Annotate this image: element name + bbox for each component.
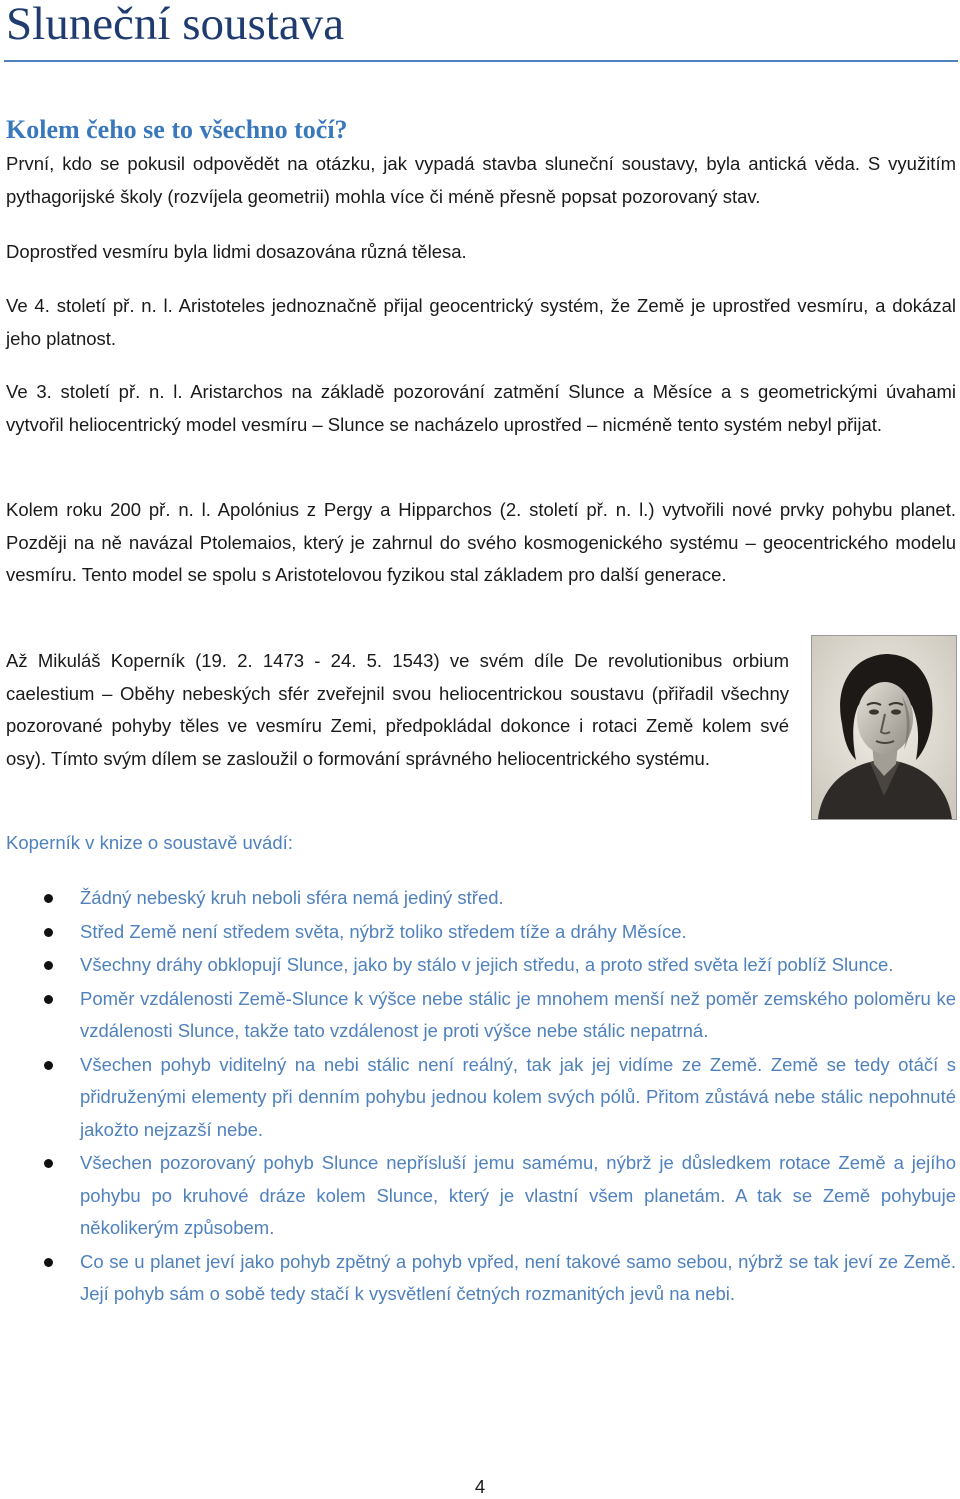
paragraph-intro: První, kdo se pokusil odpovědět na otázku, jak vypadá stavba sluneční soustavy, byla antická věda. S využitím pythagorijské školy (rozvíjela geometrii) mohla více či méně přesně popsat pozorovaný stav.	[6, 153, 956, 207]
bullet-icon	[44, 1258, 53, 1267]
paragraph-ptolemaios: Kolem roku 200 př. n. l. Apolónius z Pergy a Hipparchos (2. století př. n. l.) vytvořili nové prvky pohybu planet. Později na ně navázal Ptolemaios, který je zahrnul do svého kosmogenického systému – geocentrického modelu vesmíru. Tento model se spolu s Aristotelovou fyzikou stal základem pro další generace.	[6, 499, 956, 585]
list-item	[0, 1049, 956, 1147]
bullet-icon	[44, 894, 53, 903]
list-item-text: Co se u planet jeví jako pohyb zpětný a pohyb vpřed, není takové samo sebou, nýbrž se tak jeví ze Země. Její pohyb sám o sobě tedy stačí k vysvětlení četných rozmanitých jevů na nebi.	[80, 1250, 956, 1304]
kopernik-portrait	[811, 635, 957, 820]
list-item	[0, 983, 956, 1048]
title-underline	[4, 60, 958, 62]
list-item	[0, 949, 956, 982]
list-item-text: Střed Země není středem světa, nýbrž toliko středem tíže a dráhy Měsíce.	[80, 920, 687, 942]
list-item	[0, 1147, 956, 1245]
bullet-icon	[44, 928, 53, 937]
bullet-icon	[44, 995, 53, 1004]
bullet-icon	[44, 1061, 53, 1070]
bullet-icon	[44, 961, 53, 970]
bullet-icon	[44, 1159, 53, 1168]
paragraph-kopernik: Až Mikuláš Koperník (19. 2. 1473 - 24. 5. 1543) ve svém díle De revolutionibus orbium caelestium – Oběhy nebeských sfér zveřejnil svou heliocentrickou soustavu (přiřadil všechny pozorované pohyby těles ve vesmíru Zemi, předpokládal dokonce i rotaci Země kolem své osy). Tímto svým dílem se zasloužil o formování správného heliocentrického systému.	[6, 650, 789, 769]
paragraph-aristoteles: Ve 4. století př. n. l. Aristoteles jednoznačně přijal geocentrický systém, že Země je uprostřed vesmíru, a dokázal jeho platnost.	[6, 295, 956, 349]
paragraph-center: Doprostřed vesmíru byla lidmi dosazována různá tělesa.	[6, 241, 467, 262]
list-item-text: Všechen pohyb viditelný na nebi stálic není reálný, tak jak jej vidíme ze Země. Země se tedy otáčí s přidruženými elementy při denním pohybu jednou kolem svých pólů. Přitom zůstává nebe stálic nepohnuté jakožto nejzazší nebe.	[80, 1053, 956, 1140]
list-item-text: Všechny dráhy obklopují Slunce, jako by stálo v jejich středu, a proto střed světa leží poblíž Slunce.	[80, 954, 894, 975]
kopernik-claims-list	[0, 882, 960, 1312]
list-item-text: Poměr vzdálenosti Země-Slunce k výšce nebe stálic je mnohem menší než poměr zemského poloměru ke vzdálenosti Slunce, takže tato vzdálenost je proti výšce nebe stálic nepatrná.	[80, 987, 956, 1041]
paragraph-aristarchos: Ve 3. století př. n. l. Aristarchos na základě pozorování zatmění Slunce a Měsíce a s geometrickými úvahami vytvořil heliocentrický model vesmíru – Slunce se nacházelo uprostřed – nicméně tento systém nebyl přijat.	[6, 381, 956, 435]
kopernik-list-heading: Koperník v knize o soustavě uvádí:	[6, 832, 293, 853]
section-heading: Kolem čeho se to všechno točí?	[6, 115, 348, 144]
list-item	[0, 1246, 956, 1311]
page-number: 4	[474, 1476, 486, 1497]
list-item-text: Všechen pozorovaný pohyb Slunce nepřísluší jemu samému, nýbrž je důsledkem rotace Země a jejího pohybu po kruhové dráze kolem Slunce, který je vlastní všem planetám. A tak se Země pohybuje několikerým způsobem.	[80, 1152, 956, 1238]
list-item	[0, 882, 956, 915]
list-item	[0, 916, 956, 949]
list-item-text: Žádný nebeský kruh neboli sféra nemá jediný střed.	[80, 887, 504, 908]
page-title: Sluneční soustava	[6, 0, 345, 50]
